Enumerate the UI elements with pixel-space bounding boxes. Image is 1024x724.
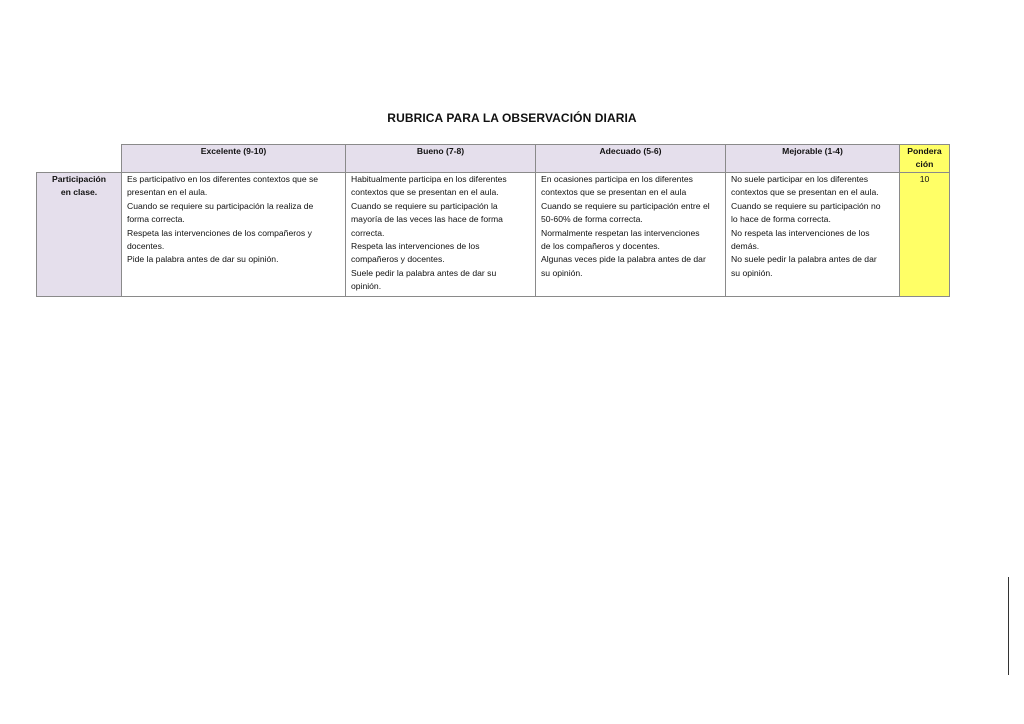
cell-line: Habitualmente participa en los diferentes <box>351 174 507 184</box>
cell-line: Respeta las intervenciones de los <box>351 241 480 252</box>
cell-line: Pide la palabra antes de dar su opinión. <box>127 254 279 265</box>
cell-line: compañeros y docentes. <box>351 254 445 265</box>
cell-line: opinión. <box>351 281 382 292</box>
cell-line: mayoría de las veces las hace de forma <box>351 214 503 225</box>
cell-line: Cuando se requiere su participación la realiza de <box>127 200 314 211</box>
cell-mejorable <box>726 173 900 297</box>
header-ponderacion-line2: ción <box>915 158 934 169</box>
cell-line: contextos que se presentan en el aula. <box>731 187 879 198</box>
page-title: RUBRICA PARA LA OBSERVACIÓN DIARIA <box>387 111 637 125</box>
cell-line: docentes. <box>127 241 165 252</box>
header-adecuado: Adecuado (5-6) <box>536 145 726 173</box>
header-excelente: Excelente (9-10) <box>122 145 346 173</box>
cell-line: Cuando se requiere su participación entre el <box>541 200 710 211</box>
header-bueno: Bueno (7-8) <box>346 145 536 173</box>
cell-line: presentan en el aula. <box>127 187 208 198</box>
cell-excelente <box>122 173 346 297</box>
cell-line: Suele pedir la palabra antes de dar su <box>351 267 497 278</box>
criterion-cell <box>37 173 122 297</box>
header-ponderacion-line1: Pondera <box>907 146 942 156</box>
cell-line: Cuando se requiere su participación la <box>351 200 498 211</box>
cell-line: su opinión. <box>541 267 583 278</box>
margin-rule <box>1008 577 1009 675</box>
cell-line: Normalmente respetan las intervenciones <box>541 227 700 238</box>
cell-line: No suele participar en los diferentes <box>731 174 869 184</box>
cell-line: correcta. <box>351 227 385 238</box>
cell-line: Es participativo en los diferentes contextos que se <box>127 174 319 184</box>
cell-line: En ocasiones participa en los diferentes <box>541 174 693 184</box>
cell-line: contextos que se presentan en el aula <box>541 187 687 198</box>
rubric-table <box>36 144 950 297</box>
cell-line: forma correcta. <box>127 214 185 225</box>
cell-line: lo hace de forma correcta. <box>731 214 831 225</box>
criterion-line1: Participación <box>52 174 106 184</box>
ponderacion-value: 10 <box>900 173 950 297</box>
cell-line: su opinión. <box>731 267 773 278</box>
cell-line: demás. <box>731 241 760 252</box>
header-mejorable: Mejorable (1-4) <box>726 145 900 173</box>
cell-line: contextos que se presentan en el aula. <box>351 187 499 198</box>
cell-bueno <box>346 173 536 297</box>
cell-line: No respeta las intervenciones de los <box>731 227 870 238</box>
cell-line: Algunas veces pide la palabra antes de dar <box>541 254 706 265</box>
cell-line: 50-60% de forma correcta. <box>541 214 643 225</box>
cell-line: Cuando se requiere su participación no <box>731 200 881 211</box>
cell-adecuado <box>536 173 726 297</box>
header-ponderacion <box>900 145 950 173</box>
cell-line: Respeta las intervenciones de los compañeros y <box>127 227 312 238</box>
criterion-line2: en clase. <box>60 186 98 197</box>
header-row <box>37 145 950 173</box>
cell-line: No suele pedir la palabra antes de dar <box>731 254 877 265</box>
criterion-row <box>37 173 950 297</box>
empty-corner-cell <box>37 145 122 173</box>
cell-line: de los compañeros y docentes. <box>541 241 660 252</box>
